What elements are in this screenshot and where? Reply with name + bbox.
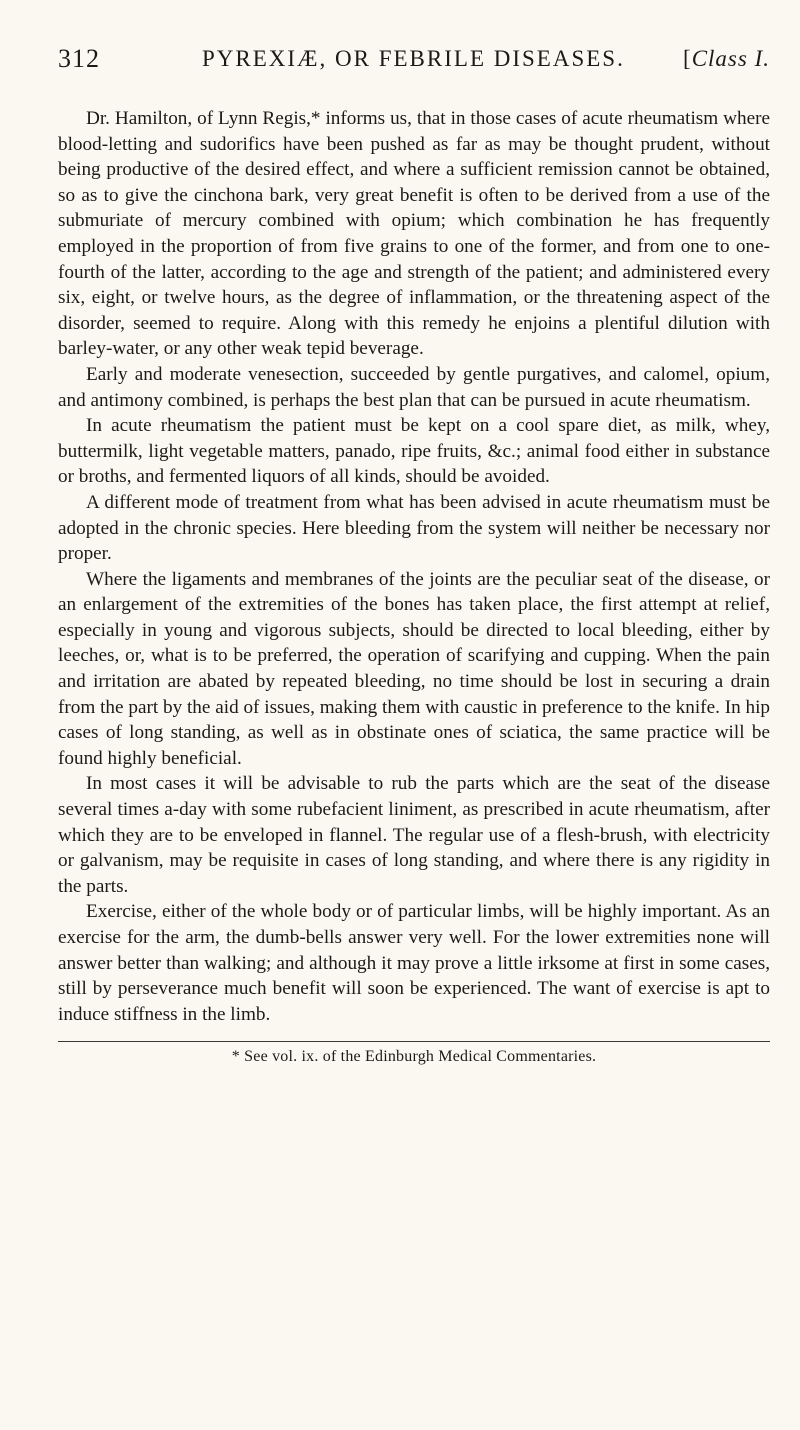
book-page bbox=[58, 44, 770, 1066]
page-number: 312 bbox=[58, 44, 100, 73]
class-reference bbox=[683, 46, 770, 72]
paragraph: Early and moderate venesection, succeeded by gentle purgatives, and calomel, opium, and antimony combined, is perhaps the best plan that can be pursued in acute rheumatism. bbox=[58, 363, 770, 411]
running-head: PYREXIÆ, OR FEBRILE DISEASES. bbox=[202, 46, 625, 71]
paragraph: Exercise, either of the whole body or of particular limbs, will be highly important. As an exercise for the arm, the dumb-bells answer very well. For the lower extremities none will answer better than walking; and although it may prove a little irksome at first in some cases, still by perseverance much benefit will soon be experienced. The want of exercise is apt to induce stiffness in the limb. bbox=[58, 901, 770, 1025]
paragraph: Dr. Hamilton, of Lynn Regis,* informs us, that in those cases of acute rheumatism where blood-letting and sudorifics have been pushed as far as may be thought prudent, without being productive of the desired effect, and where a sufficient remission cannot be obtained, so as to give the cinchona bark, very great benefit is often to be derived from a use of the submuriate of mercury combined with opium; which combination he has frequently employed in the proportion of from five grains to one of the former, and from one to one-fourth of the latter, according to the age and strength of the patient; and administered every six, eight, or twelve hours, as the degree of inflammation, or the threatening aspect of the disorder, seemed to require. Along with this remedy he enjoins a plentiful dilution with barley-water, or any other weak tepid beverage. bbox=[58, 108, 770, 360]
class-reference-label: Class I. bbox=[691, 46, 770, 71]
paragraph: In most cases it will be advisable to rub the parts which are the seat of the disease several times a-day with some rubefacient liniment, as prescribed in acute rheumatism, after which they are to be enveloped in flannel. The regular use of a flesh-brush, with electricity or galvanism, may be requisite in cases of long standing, and where there is any rigidity in the parts. bbox=[58, 773, 770, 897]
paragraph: In acute rheumatism the patient must be kept on a cool spare diet, as milk, whey, buttermilk, light vegetable matters, panado, ripe fruits, &c.; animal food either in substance or broths, and fermented liquors of all kinds, should be avoided. bbox=[58, 415, 770, 488]
class-reference-bracket: [ bbox=[683, 46, 692, 71]
paragraph: Where the ligaments and membranes of the joints are the peculiar seat of the disease, or an enlargement of the extremities of the bones has taken place, the first attempt at relief, especially in young and vigorous subjects, should be directed to local bleeding, either by leeches, or, what is to be preferred, the operation of scarifying and cupping. When the pain and irritation are abated by repeated bleeding, no time should be lost in securing a drain from the part by the aid of issues, making them with caustic in preference to the knife. In hip cases of long standing, as well as in obstinate ones of sciatica, the same practice will be found highly beneficial. bbox=[58, 568, 770, 769]
footnote: * See vol. ix. of the Edinburgh Medical Commentaries. bbox=[231, 1048, 597, 1066]
paragraph: A different mode of treatment from what has been advised in acute rheumatism must be adopted in the chronic species. Here bleeding from the system will neither be necessary nor proper. bbox=[58, 491, 770, 565]
footnote-divider bbox=[58, 1041, 770, 1042]
page-header bbox=[58, 44, 770, 84]
body-text bbox=[58, 106, 770, 1027]
